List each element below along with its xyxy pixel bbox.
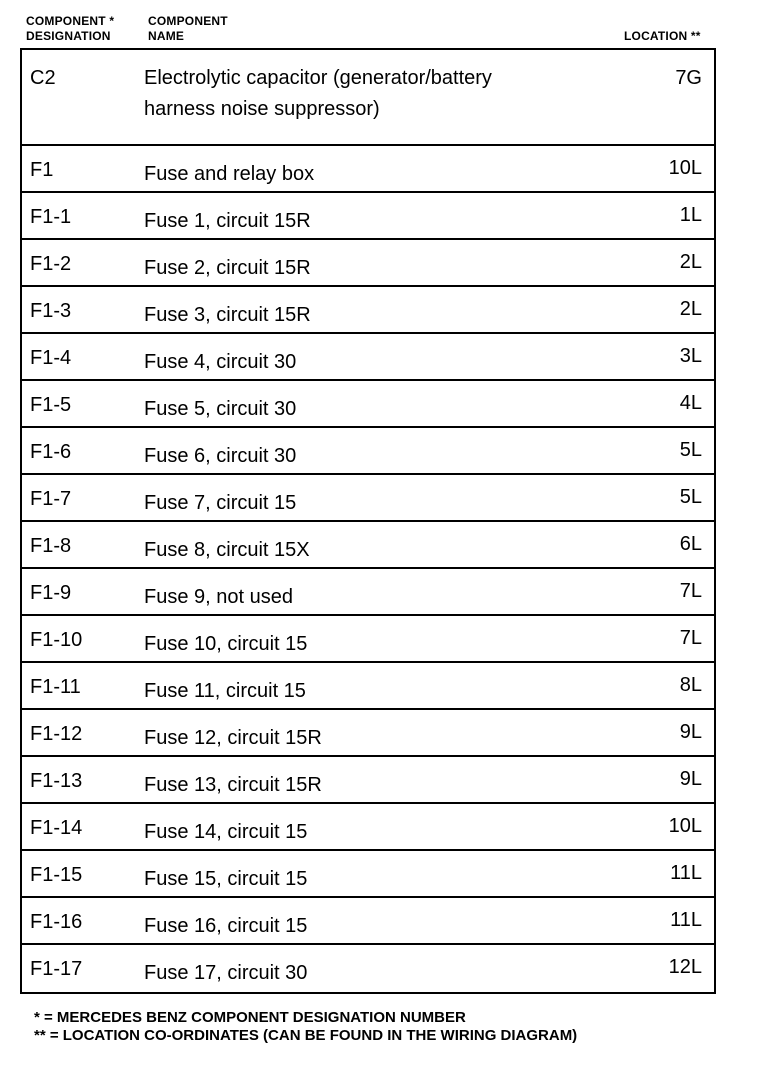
row-location: 1L xyxy=(679,204,702,226)
row-name: Fuse 7, circuit 15 xyxy=(144,492,297,514)
footnote-designation: * = MERCEDES BENZ COMPONENT DESIGNATION NUMBER xyxy=(34,1009,466,1026)
row-designation: F1-11 xyxy=(30,676,81,698)
row-name: Fuse 10, circuit 15 xyxy=(144,633,308,655)
location-column-header xyxy=(624,29,701,44)
row-designation: F1-2 xyxy=(30,253,72,275)
row-name xyxy=(144,63,492,125)
row-designation: F1-9 xyxy=(30,582,72,604)
table-row xyxy=(22,381,714,428)
footnotes xyxy=(34,1009,577,1045)
row-designation: F1-17 xyxy=(30,958,83,980)
row-designation: F1-3 xyxy=(30,300,72,322)
row-location: 4L xyxy=(679,392,702,414)
designation-header-line2: DESIGNATION xyxy=(26,29,111,43)
row-location: 8L xyxy=(679,674,702,696)
table-row xyxy=(22,428,714,475)
row-location: 11L xyxy=(670,909,702,931)
row-designation: F1-14 xyxy=(30,817,83,839)
row-designation: F1 xyxy=(30,159,54,181)
table-row xyxy=(22,616,714,663)
row-name: Fuse 6, circuit 30 xyxy=(144,445,297,467)
name-header-line2: NAME xyxy=(148,29,185,43)
name-column-header xyxy=(148,14,228,44)
row-location: 12L xyxy=(668,956,702,978)
row-name: Fuse 8, circuit 15X xyxy=(144,539,310,561)
row-location: 7L xyxy=(679,580,702,602)
row-name: Fuse 16, circuit 15 xyxy=(144,915,308,937)
row-designation: F1-6 xyxy=(30,441,72,463)
table-row xyxy=(22,757,714,804)
table-row xyxy=(22,193,714,240)
component-table xyxy=(20,48,716,994)
row-name: Fuse 5, circuit 30 xyxy=(144,398,297,420)
designation-header-line1: COMPONENT * xyxy=(26,14,115,28)
table-row xyxy=(22,569,714,616)
row-name: Fuse 4, circuit 30 xyxy=(144,351,297,373)
row-location: 11L xyxy=(670,862,702,884)
row-name: Fuse 9, not used xyxy=(144,586,293,608)
row-name: Fuse 12, circuit 15R xyxy=(144,727,322,749)
row-name: Fuse 3, circuit 15R xyxy=(144,304,311,326)
row-designation: F1-10 xyxy=(30,629,83,651)
row-location: 9L xyxy=(679,721,702,743)
table-row xyxy=(22,710,714,757)
table-row xyxy=(22,287,714,334)
row-location: 5L xyxy=(679,439,702,461)
row-name: Fuse 17, circuit 30 xyxy=(144,962,308,984)
table-row xyxy=(22,851,714,898)
row-location: 10L xyxy=(668,157,702,179)
row-designation: F1-5 xyxy=(30,394,72,416)
row-name: Fuse 2, circuit 15R xyxy=(144,257,311,279)
location-header-label: LOCATION ** xyxy=(624,29,701,43)
row-name: Fuse 11, circuit 15 xyxy=(144,680,306,702)
table-row xyxy=(22,334,714,381)
table-row xyxy=(22,146,714,193)
row-location: 2L xyxy=(679,251,702,273)
row-designation: F1-7 xyxy=(30,488,72,510)
row-location: 9L xyxy=(679,768,702,790)
row-designation: F1-16 xyxy=(30,911,83,933)
table-row xyxy=(22,522,714,569)
row-location: 3L xyxy=(679,345,702,367)
table-row xyxy=(22,240,714,287)
row-name-line1: Electrolytic capacitor (generator/battery xyxy=(144,67,492,89)
table-row xyxy=(22,945,714,994)
row-designation: F1-12 xyxy=(30,723,83,745)
footnote-location: ** = LOCATION CO-ORDINATES (CAN BE FOUND IN THE WIRING DIAGRAM) xyxy=(34,1027,578,1044)
table-row xyxy=(22,50,714,146)
row-location: 6L xyxy=(679,533,702,555)
row-location: 5L xyxy=(679,486,702,508)
row-location: 7L xyxy=(679,627,702,649)
row-designation: F1-1 xyxy=(30,206,72,228)
row-name-line2: harness noise suppressor) xyxy=(144,98,380,120)
row-location: 7G xyxy=(675,67,702,89)
row-designation: F1-13 xyxy=(30,770,83,792)
table-row xyxy=(22,898,714,945)
row-designation: F1-8 xyxy=(30,535,72,557)
name-header-line1: COMPONENT xyxy=(148,14,228,28)
row-designation: F1-4 xyxy=(30,347,72,369)
table-row xyxy=(22,663,714,710)
designation-column-header xyxy=(26,14,114,44)
row-name: Fuse and relay box xyxy=(144,163,315,185)
row-designation: C2 xyxy=(30,67,56,89)
row-name: Fuse 14, circuit 15 xyxy=(144,821,308,843)
table-row xyxy=(22,475,714,522)
row-name: Fuse 1, circuit 15R xyxy=(144,210,311,232)
row-name: Fuse 13, circuit 15R xyxy=(144,774,322,796)
row-designation: F1-15 xyxy=(30,864,83,886)
table-row xyxy=(22,804,714,851)
row-location: 2L xyxy=(679,298,702,320)
row-location: 10L xyxy=(668,815,702,837)
row-name: Fuse 15, circuit 15 xyxy=(144,868,308,890)
